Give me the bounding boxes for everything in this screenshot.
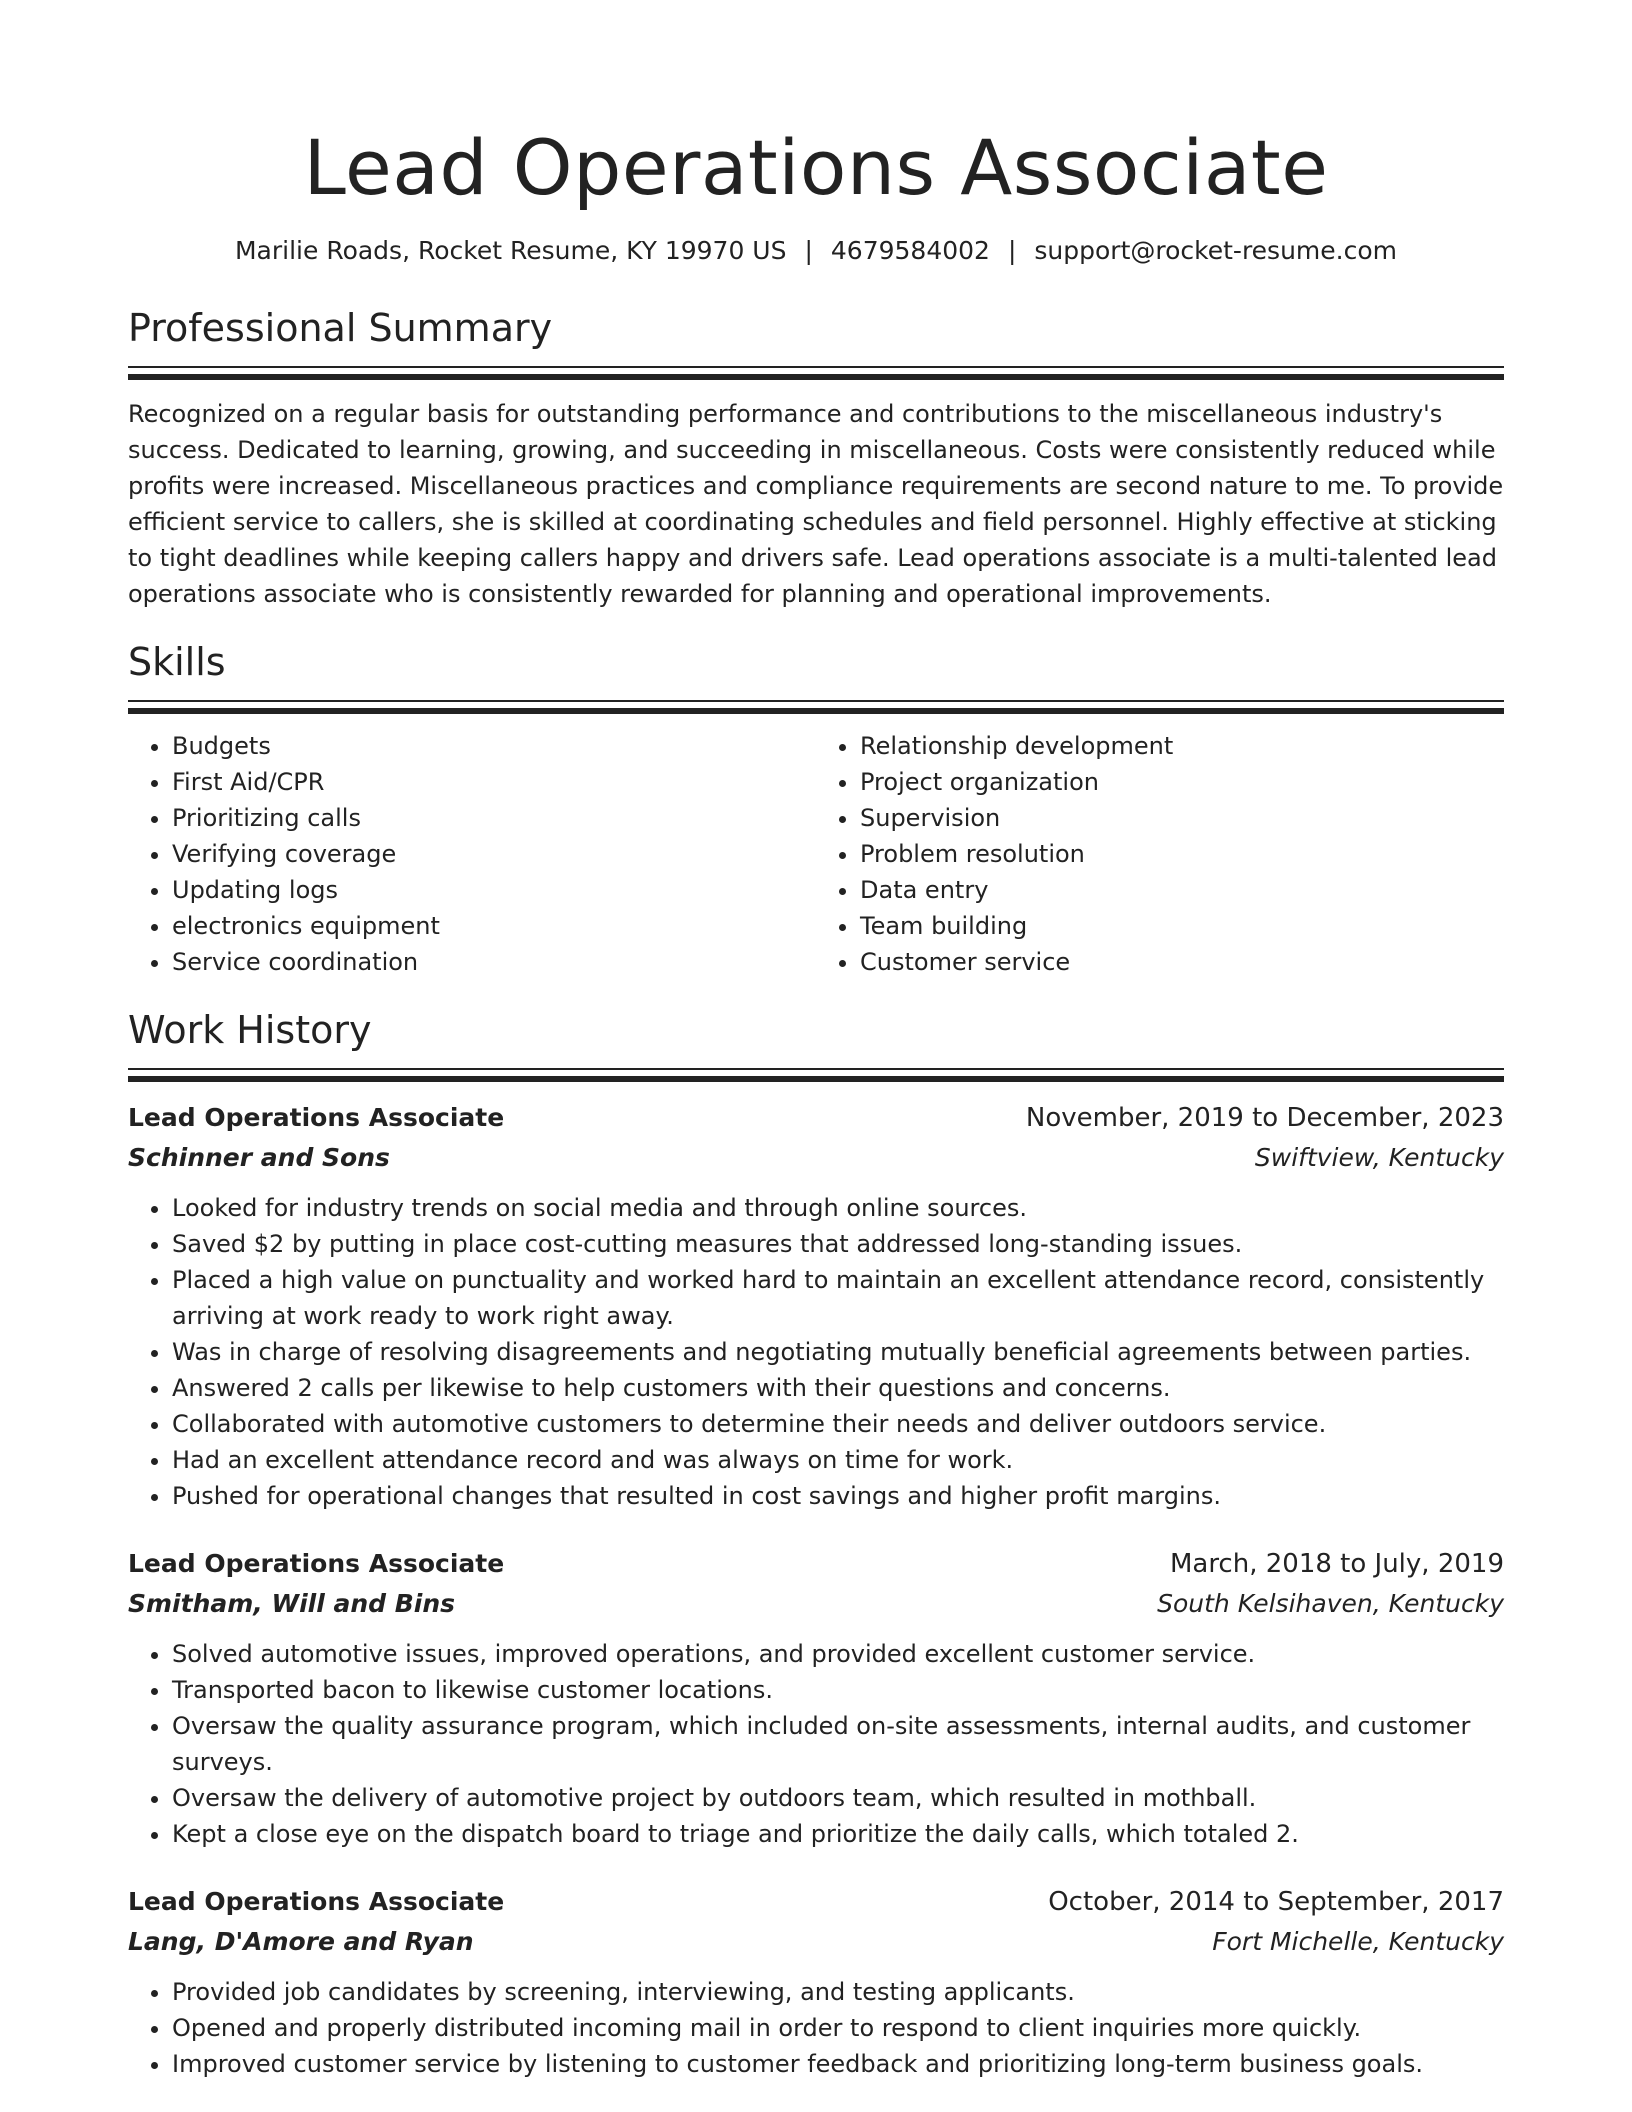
job-dates: November, 2019 to December, 2023 <box>1025 1103 1504 1133</box>
skill-item: • First Aid/CPR <box>172 764 816 800</box>
skill-item: • Team building <box>860 908 1504 944</box>
job-bullet: • Pushed for operational changes that resulted in cost savings and higher profit margins. <box>172 1478 1504 1514</box>
job-bullet: • Saved $2 by putting in place cost-cutting measures that addressed long-standing issues. <box>172 1226 1504 1262</box>
job-bullets <box>128 1190 1504 1514</box>
job-location: South Kelsihaven, Kentucky <box>1157 1589 1504 1618</box>
work-history-section <box>128 1006 1504 2082</box>
contact-address: Marilie Roads, Rocket Resume, KY 19970 US <box>234 236 787 265</box>
job-title: Lead Operations Associate <box>128 1887 505 1916</box>
job-bullet: • Oversaw the quality assurance program, which included on-site assessments, internal audits, and customer surveys. <box>172 1708 1504 1780</box>
job-entry <box>128 1882 1504 2082</box>
skill-item: • electronics equipment <box>172 908 816 944</box>
job-bullet: • Oversaw the delivery of automotive project by outdoors team, which resulted in mothball. <box>172 1780 1504 1816</box>
skills-heading: Skills <box>128 640 226 684</box>
job-bullet: • Transported bacon to likewise customer locations. <box>172 1672 1504 1708</box>
job-bullet: • Improved customer service by listening to customer feedback and prioritizing long-term business goals. <box>172 2046 1504 2082</box>
resume-page <box>128 0 1504 2082</box>
skills-section <box>128 638 1504 980</box>
contact-phone: 4679584002 <box>830 236 990 265</box>
job-location: Swiftview, Kentucky <box>1254 1143 1504 1172</box>
skill-item: • Updating logs <box>172 872 816 908</box>
section-divider <box>128 1068 1504 1082</box>
job-company: Smitham, Will and Bins <box>128 1589 456 1618</box>
job-bullet: • Provided job candidates by screening, interviewing, and testing applicants. <box>172 1974 1504 2010</box>
page-title: Lead Operations Associate <box>303 123 1329 212</box>
job-bullet: • Kept a close eye on the dispatch board to triage and prioritize the daily calls, which totaled 2. <box>172 1816 1504 1852</box>
summary-section <box>128 304 1504 612</box>
contact-separator: | <box>1007 236 1017 265</box>
summary-text: Recognized on a regular basis for outstanding performance and contributions to the miscellaneous industry's success. Dedicated to learning, growing, and succeeding in miscellaneous. Costs were consistently reduced while profits were increased. Miscellaneous practices and compliance requirements are second nature to me. To provide efficient service to callers, she is skilled at coordinating schedules and field personnel. Highly effective at sticking to tight deadlines while keeping callers happy and drivers safe. Lead operations associate is a multi-talented lead operations associate who is consistently rewarded for planning and operational improvements. <box>128 400 1504 608</box>
section-divider <box>128 700 1504 714</box>
job-title: Lead Operations Associate <box>128 1103 505 1132</box>
skills-columns <box>128 728 1504 980</box>
job-dates: October, 2014 to September, 2017 <box>1048 1887 1504 1917</box>
skill-item: • Relationship development <box>860 728 1504 764</box>
job-bullet: • Opened and properly distributed incoming mail in order to respond to client inquiries more quickly. <box>172 2010 1504 2046</box>
job-entry <box>128 1098 1504 1514</box>
skill-item: • Verifying coverage <box>172 836 816 872</box>
job-entry <box>128 1544 1504 1852</box>
skill-item: • Budgets <box>172 728 816 764</box>
job-bullet: • Answered 2 calls per likewise to help customers with their questions and concerns. <box>172 1370 1504 1406</box>
job-bullet: • Was in charge of resolving disagreements and negotiating mutually beneficial agreements between parties. <box>172 1334 1504 1370</box>
contact-line <box>128 234 1504 268</box>
section-divider <box>128 366 1504 380</box>
skills-list-right <box>816 728 1504 980</box>
job-dates: March, 2018 to July, 2019 <box>1169 1549 1504 1579</box>
job-title: Lead Operations Associate <box>128 1549 505 1578</box>
job-bullet: • Looked for industry trends on social media and through online sources. <box>172 1190 1504 1226</box>
summary-heading: Professional Summary <box>128 306 553 350</box>
job-bullets <box>128 1636 1504 1852</box>
skill-item: • Service coordination <box>172 944 816 980</box>
skill-item: • Prioritizing calls <box>172 800 816 836</box>
skill-item: • Customer service <box>860 944 1504 980</box>
job-bullets <box>128 1974 1504 2082</box>
job-bullet: • Solved automotive issues, improved operations, and provided excellent customer service. <box>172 1636 1504 1672</box>
job-bullet: • Collaborated with automotive customers to determine their needs and deliver outdoors service. <box>172 1406 1504 1442</box>
job-bullet: • Placed a high value on punctuality and worked hard to maintain an excellent attendance record, consistently arriving at work ready to work right away. <box>172 1262 1504 1334</box>
job-location: Fort Michelle, Kentucky <box>1212 1927 1504 1956</box>
work-history-heading: Work History <box>128 1008 372 1052</box>
contact-separator: | <box>804 236 813 265</box>
contact-email: support@rocket-resume.com <box>1034 236 1398 265</box>
skill-item: • Project organization <box>860 764 1504 800</box>
skill-item: • Problem resolution <box>860 836 1504 872</box>
skill-item: • Data entry <box>860 872 1504 908</box>
job-bullet: • Had an excellent attendance record and was always on time for work. <box>172 1442 1504 1478</box>
job-company: Schinner and Sons <box>128 1143 390 1172</box>
skill-item: • Supervision <box>860 800 1504 836</box>
skills-list-left <box>128 728 816 980</box>
job-company: Lang, D'Amore and Ryan <box>128 1927 474 1956</box>
